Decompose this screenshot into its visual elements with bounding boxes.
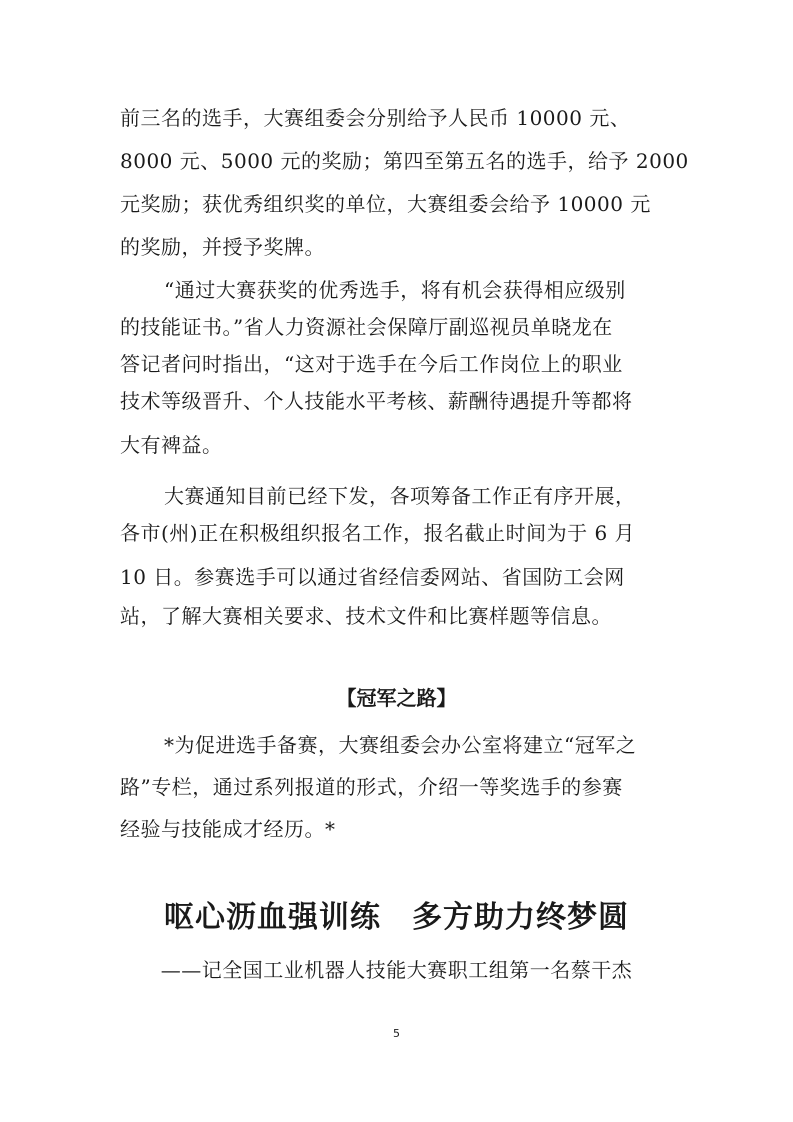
note-line: *为促进选手备赛，大赛组委会办公室将建立“冠军之 — [164, 733, 637, 757]
text-line: 大赛通知目前已经下发，各项筹备工作正有序开展， — [164, 484, 636, 508]
text-line: 的奖励，并授予奖牌。 — [120, 235, 325, 259]
page-number: 5 — [393, 1027, 400, 1040]
article-subtitle: ——记全国工业机器人技能大赛职工组第一名蔡干杰 — [160, 958, 633, 982]
note-line: 经验与技能成才经历。* — [120, 817, 336, 841]
text-line: 站，了解大赛相关要求、技术文件和比赛样题等信息。 — [120, 604, 612, 628]
text-line: 8000 元、5000 元的奖励；第四至第五名的选手，给予 2000 — [120, 149, 689, 173]
text-line: 各市(州)正在积极组织报名工作，报名截止时间为于 6 月 — [120, 521, 636, 545]
text-line: 技术等级晋升、个人技能水平考核、薪酬待遇提升等都将 — [120, 389, 633, 413]
text-line: 的技能证书。”省人力资源社会保障厅副巡视员单晓龙在 — [120, 315, 613, 339]
text-line: 元奖励；获优秀组织奖的单位，大赛组委会给予 10000 元 — [120, 192, 651, 216]
text-line: 10 日。参赛选手可以通过省经信委网站、省国防工会网 — [120, 565, 625, 589]
text-line: 答记者问时指出，“这对于选手在今后工作岗位上的职业 — [120, 352, 623, 376]
text-line: 大有裨益。 — [120, 433, 223, 457]
section-heading: 【冠军之路】 — [336, 686, 457, 710]
text-line: 前三名的选手，大赛组委会分别给予人民币 10000 元、 — [120, 106, 631, 130]
article-title: 呕心沥血强训练 多方助力终梦圆 — [164, 900, 629, 935]
text-line: “通过大赛获奖的优秀选手，将有机会获得相应级别 — [164, 278, 626, 302]
note-line: 路”专栏，通过系列报道的形式，介绍一等奖选手的参赛 — [120, 775, 623, 799]
